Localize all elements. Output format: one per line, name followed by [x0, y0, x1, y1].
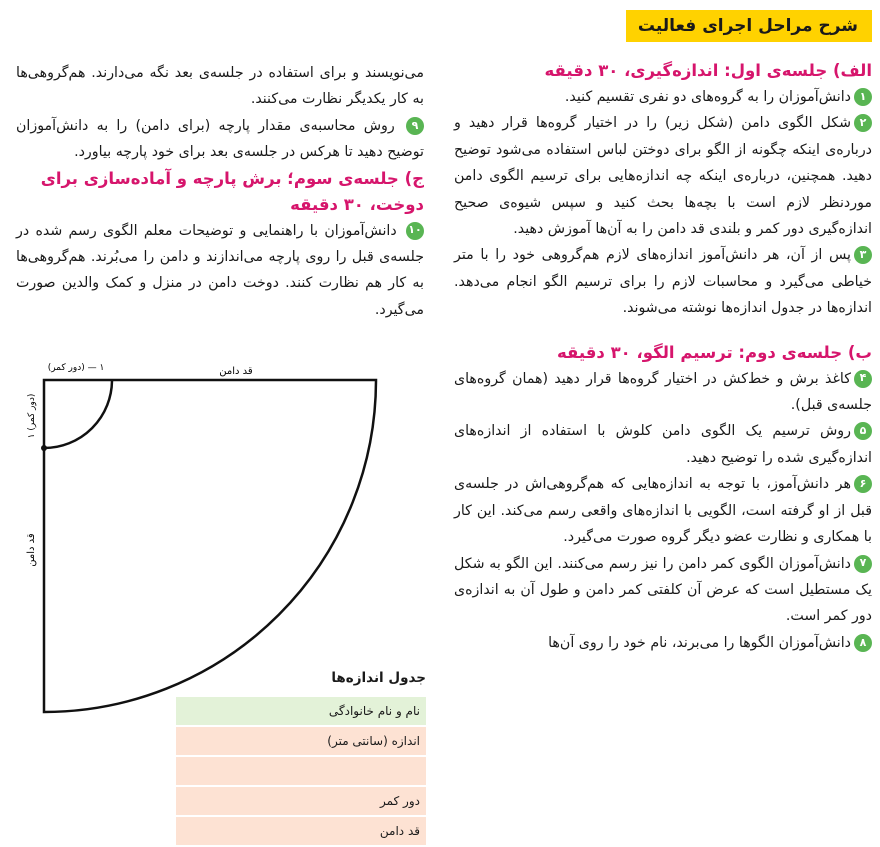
table-value-cell[interactable]	[176, 697, 289, 726]
table-row	[176, 756, 426, 786]
step-text: روش ترسیم یک الگوی دامن کلوش با استفاده از اندازه‌های اندازه‌گیری شده را توضیح دهید.	[454, 423, 872, 466]
step-text: هر دانش‌آموز، با توجه به اندازه‌هایی که هم‌گروهی‌اش در جلسه‌ی قبل از او گرفته است، الگویی با اندازه‌های واقعی رسم می‌کند. این کار با همکاری و نظارت عضو دیگر گروه صورت می‌گیرد.	[454, 476, 872, 546]
table-label-cell: نام و نام خانوادگی	[289, 697, 427, 726]
section-b-title: ب) جلسه‌ی دوم: ترسیم الگو، ۳۰ دقیقه	[556, 342, 872, 362]
table-value-cell[interactable]	[176, 726, 289, 756]
step-badge: ۳	[854, 246, 872, 264]
measurement-table	[176, 697, 426, 847]
steps-a-list	[454, 84, 872, 322]
step-text: دانش‌آموزان با راهنمایی و توضیحات معلم الگوی رسم شده در جلسه‌ی قبل را روی پارچه می‌اندازند و دامن را می‌بُرند. هم‌گروهی‌ها به کار هم نظارت کنند. دوخت دامن در منزل و کمک والدین صورت می‌گیرد.	[16, 222, 424, 318]
step-text: دانش‌آموزان را به گروه‌های دو نفری تقسیم کنید.	[564, 89, 851, 105]
table-value-cell[interactable]	[176, 786, 289, 816]
step-text: دانش‌آموزان الگوها را می‌برند، نام خود را روی آن‌ها	[548, 634, 851, 651]
step-9	[16, 113, 424, 166]
table-label-cell: دور کمر	[289, 786, 427, 816]
steps-b-list	[454, 366, 872, 656]
table-row	[176, 697, 426, 726]
skirt-pattern-diagram	[26, 360, 386, 720]
step-item	[454, 630, 872, 656]
page-header	[626, 10, 872, 42]
table-value-cell[interactable]	[176, 756, 289, 786]
step-text: پس از آن، هر دانش‌آموز اندازه‌های لازم هم‌گروهی خود را با متر خیاطی می‌گیرد و محاسبات لازم را برای ترسیم الگو انجام می‌دهد. اندازه‌ها در جدول اندازه‌ها نوشته می‌شوند.	[454, 247, 872, 317]
table-label-cell: اندازه (سانتی متر)	[289, 726, 427, 756]
table-row	[176, 786, 426, 816]
table-title: جدول اندازه‌ها	[331, 670, 426, 686]
step-item	[454, 110, 872, 242]
label-side: قد دامن	[26, 533, 37, 567]
step-item	[454, 551, 872, 630]
left-column	[16, 60, 424, 323]
step-text: کاغذ برش و خط‌کش در اختیار گروه‌ها قرار دهید (همان گروه‌های جلسه‌ی قبل).	[454, 370, 872, 414]
step-text: روش محاسبه‌ی مقدار پارچه (برای دامن) را به دانش‌آموزان توضیح دهید تا هرکس در جلسه‌ی بعد برای خود پارچه بیاورد.	[16, 117, 424, 161]
step-item	[454, 242, 872, 321]
label-radius-side: (دور کمر) ۱	[27, 393, 37, 439]
step-item	[454, 84, 872, 110]
header-title: شرح مراحل اجرای فعالیت	[637, 16, 858, 36]
step-badge: ۵	[854, 422, 872, 440]
table-label-cell: قد دامن	[289, 816, 427, 846]
waist-arc	[44, 380, 112, 448]
step-item	[454, 366, 872, 419]
table-label-cell	[289, 756, 427, 786]
table-row	[176, 726, 426, 756]
step-badge: ۱	[854, 88, 872, 106]
step-item	[454, 418, 872, 471]
label-top: قد دامن	[219, 366, 253, 377]
step-badge: ۹	[406, 117, 424, 135]
step-badge: ۸	[854, 634, 872, 652]
step-badge: ۲	[854, 114, 872, 132]
right-column	[454, 58, 872, 656]
label-radius-top: ۱ — (دور کمر)	[47, 363, 105, 373]
skirt-pattern-shape	[44, 380, 376, 712]
step-badge: ۷	[854, 555, 872, 573]
step-text: دانش‌آموزان الگوی کمر دامن را نیز رسم می‌کنند. این الگو به شکل یک مستطیل است که عرض آن کلفتی کمر دامن و طول آن به اندازه‌ی دور کمر است.	[454, 555, 872, 625]
section-c-title: ج) جلسه‌ی سوم؛ برش پارچه و آماده‌سازی برای دوخت، ۳۰ دقیقه	[40, 168, 424, 214]
section-a-title: الف) جلسه‌ی اول: اندازه‌گیری، ۳۰ دقیقه	[544, 61, 872, 80]
step-10	[16, 218, 424, 324]
step-badge: ۱۰	[406, 222, 424, 240]
step-badge: ۴	[854, 370, 872, 388]
step-badge: ۶	[854, 475, 872, 493]
waist-point	[41, 445, 47, 451]
step-item	[454, 471, 872, 550]
continuation-text: می‌نویسند و برای استفاده در جلسه‌ی بعد نگه می‌دارند. هم‌گروهی‌ها به کار یکدیگر نظارت می‌کنند.	[16, 65, 424, 108]
step-text: شکل الگوی دامن (شکل زیر) را در اختیار گروه‌ها قرار دهید و درباره‌ی اینکه چگونه از الگو برای دوختن لباس استفاده می‌شود توضیح دهید. همچنین، درباره‌ی اینکه چه اندازه‌هایی برای ترسیم الگوی دامن موردنظر لازم است با بچه‌ها بحث کنید و سپس شیوه‌ی صحیح اندازه‌گیری دور کمر و بلندی قد دامن را به آن‌ها آموزش دهید.	[454, 115, 872, 238]
